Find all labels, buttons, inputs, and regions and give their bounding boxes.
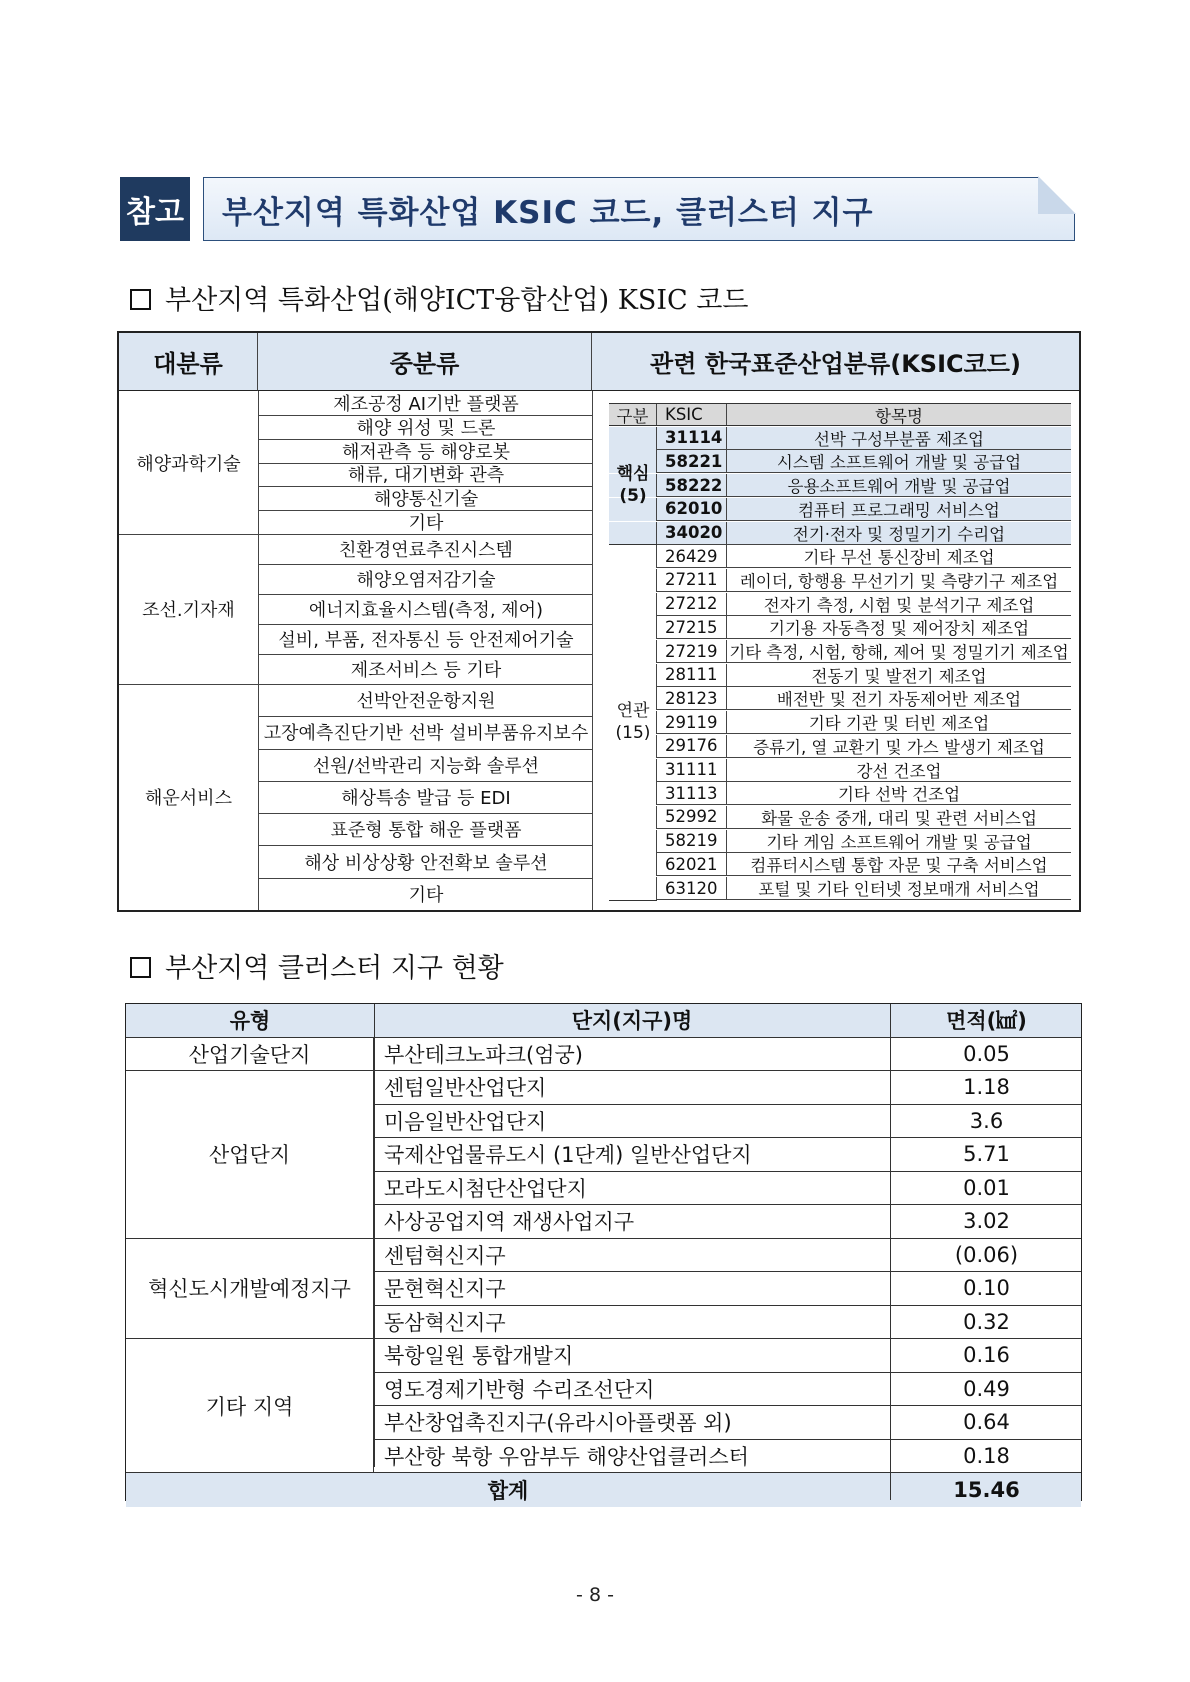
middle-category-item: 설비, 부품, 전자통신 등 안전제어기술 [278, 630, 574, 651]
ksic-industry-name: 기타 무선 통신장비 제조업 [727, 545, 1071, 568]
ksic-subheader-row [609, 403, 1071, 426]
complex-name: 미음일반산업단지 [384, 1109, 547, 1134]
row-divider [258, 781, 592, 782]
complex-name: 사상공업지역 재생사업지구 [384, 1210, 635, 1235]
ksic-industry-name: 배전반 및 전기 자동제어반 제조업 [727, 687, 1071, 710]
middle-category-item: 기타 [408, 884, 444, 906]
row-divider [258, 813, 592, 814]
ksic-row [609, 687, 1071, 710]
complex-area: 0.16 [963, 1343, 1010, 1368]
ksic-industry-name: 기타 게임 소프트웨어 개발 및 공급업 [727, 830, 1071, 853]
complex-name: 동삼혁신지구 [384, 1310, 506, 1335]
ksic-code: 29119 [657, 711, 727, 734]
ksic-table [117, 331, 1081, 912]
ksic-industry-name: 전기·전자 및 정밀기기 수리업 [727, 522, 1071, 545]
row-divider [258, 486, 592, 487]
ksic-code: 62010 [657, 498, 727, 521]
complex-area: 5.71 [963, 1142, 1010, 1167]
col-divider [890, 1004, 891, 1500]
ksic-row [609, 522, 1071, 545]
ksic-row [609, 782, 1071, 805]
complex-name: 부산테크노파크(엄궁) [384, 1042, 583, 1067]
cluster-header-type: 유형 [229, 1009, 271, 1034]
cluster-table [125, 1003, 1082, 1501]
middle-category-item: 친환경연료추진시스템 [339, 540, 513, 561]
ksic-related-label [609, 545, 657, 901]
ksic-row [609, 853, 1071, 876]
ksic-code: 31111 [657, 759, 727, 782]
complex-name: 영도경제기반형 수리조선단지 [384, 1377, 655, 1402]
ksic-industry-name: 기타 기관 및 터빈 제조업 [727, 711, 1071, 734]
cluster-type: 산업기술단지 [126, 1038, 374, 1072]
middle-category-item: 해양통신기술 [373, 489, 479, 511]
major-category: 조선.기자재 [142, 600, 235, 621]
ksic-row [609, 569, 1071, 592]
ksic-row [609, 759, 1071, 782]
cluster-total-row [126, 1473, 1081, 1507]
checkbox-square-icon [130, 289, 151, 310]
ksic-industry-name: 레이더, 항행용 무선기기 및 측량기구 제조업 [727, 569, 1071, 592]
complex-name: 국제산업물류도시 (1단계) 일반산업단지 [384, 1143, 752, 1168]
row-divider [258, 463, 592, 464]
cluster-header-row [126, 1004, 1081, 1038]
ksic-industry-name: 기기용 자동측정 및 제어장치 제조업 [727, 616, 1071, 639]
section1-heading [130, 278, 748, 317]
middle-category-item: 해양 위성 및 드론 [356, 417, 496, 439]
row-divider [258, 878, 592, 879]
middle-category-item: 제조서비스 등 기타 [350, 660, 502, 681]
ksic-industry-name: 화물 운송 중개, 대리 및 관련 서비스업 [727, 806, 1071, 829]
cluster-header-name: 단지(지구)명 [571, 1009, 693, 1034]
page-number: - 8 - [576, 1584, 614, 1606]
ksic-industry-name: 포털 및 기타 인터넷 정보매개 서비스업 [727, 877, 1071, 900]
col-divider [374, 1004, 375, 1467]
complex-area: 1.18 [963, 1075, 1010, 1100]
ksic-industry-name: 선박 구성부분품 제조업 [727, 427, 1071, 450]
ksic-row [609, 640, 1071, 663]
middle-category-item: 제조공정 AI기반 플랫폼 [333, 393, 519, 415]
complex-name: 센텀혁신지구 [384, 1243, 506, 1268]
section1-title: 부산지역 특화산업(해양ICT융합산업) KSIC 코드 [165, 285, 749, 316]
ksic-code: 26429 [657, 545, 727, 568]
complex-area: 0.01 [963, 1175, 1010, 1200]
complex-name: 모라도시첨단산업단지 [384, 1176, 587, 1201]
middle-category-item: 표준형 통합 해운 플랫폼 [330, 820, 522, 842]
ksic-row [609, 427, 1071, 450]
row-divider [258, 564, 592, 565]
row-divider [258, 845, 592, 846]
cluster-type: 산업단지 [126, 1071, 374, 1239]
middle-category-item: 해저관측 등 해양로봇 [342, 441, 510, 463]
complex-name: 북항일원 통합개발지 [384, 1344, 574, 1369]
ksic-code: 28123 [657, 687, 727, 710]
major-category: 해운서비스 [145, 788, 232, 809]
ksic-header-related: 관련 한국표준산업분류(KSIC코드) [592, 333, 1079, 391]
complex-area: 0.18 [963, 1443, 1010, 1468]
complex-area: 3.6 [969, 1108, 1004, 1133]
ksic-subheader-name: 항목명 [875, 406, 923, 426]
ksic-row [609, 474, 1071, 497]
ksic-row [609, 664, 1071, 687]
section2-title: 부산지역 클러스터 지구 현황 [165, 953, 504, 984]
ksic-code: 27211 [657, 569, 727, 592]
total-label: 합계 [487, 1478, 529, 1503]
ksic-code: 27219 [657, 640, 727, 663]
ksic-industry-name: 전동기 및 발전기 제조업 [727, 664, 1071, 687]
middle-category-item: 에너지효율시스템(측정, 제어) [308, 600, 544, 621]
ksic-row [609, 450, 1071, 473]
row-divider [258, 716, 592, 717]
ksic-row [609, 830, 1071, 853]
ksic-industry-name: 강선 건조업 [727, 759, 1071, 782]
ksic-industry-name: 기타 측정, 시험, 항해, 제어 및 정밀기기 제조업 [727, 640, 1071, 663]
complex-area: 0.64 [963, 1410, 1010, 1435]
middle-category-item: 선박안전운항지원 [356, 691, 496, 713]
ksic-core-label [609, 427, 657, 546]
ksic-row [609, 806, 1071, 829]
ksic-code: 28111 [657, 664, 727, 687]
middle-category-item: 해상특송 발급 등 EDI [341, 787, 511, 809]
cluster-type: 혁신도시개발예정지구 [126, 1239, 374, 1340]
row-divider [258, 624, 592, 625]
ksic-code: 52992 [657, 806, 727, 829]
middle-category-item: 고장예측진단기반 선박 설비부품유지보수 [263, 723, 589, 745]
ksic-core-count: (5) [619, 486, 647, 507]
ksic-code: 31113 [657, 782, 727, 805]
complex-area: 3.02 [963, 1209, 1010, 1234]
ksic-code: 31114 [657, 427, 727, 450]
ksic-industry-name: 기타 선박 건조업 [727, 782, 1071, 805]
row-divider [258, 594, 592, 595]
middle-category-item: 해상 비상상황 안전확보 솔루션 [304, 852, 548, 874]
complex-name: 센텀일반산업단지 [384, 1076, 547, 1101]
ksic-code: 34020 [657, 522, 727, 545]
total-area: 15.46 [953, 1477, 1020, 1502]
row-divider [258, 749, 592, 750]
checkbox-square-icon [130, 957, 151, 978]
ksic-row [609, 711, 1071, 734]
ksic-code: 27215 [657, 616, 727, 639]
row-divider [258, 510, 592, 511]
row-divider [258, 439, 592, 440]
ksic-industry-name: 시스템 소프트웨어 개발 및 공급업 [727, 450, 1071, 473]
ksic-industry-name: 컴퓨터시스템 통합 자문 및 구축 서비스업 [727, 853, 1071, 876]
ksic-subheader-code: KSIC [657, 404, 727, 425]
section2-heading [130, 946, 504, 985]
row-divider [258, 654, 592, 655]
complex-name: 부산창업촉진지구(유라시아플랫폼 외) [384, 1411, 732, 1436]
ksic-row [609, 545, 1071, 568]
ksic-code: 58221 [657, 450, 727, 473]
page-title: 부산지역 특화산업 KSIC 코드, 클러스터 지구 [222, 194, 874, 231]
ksic-row [609, 593, 1071, 616]
ksic-industry-name: 증류기, 열 교환기 및 가스 발생기 제조업 [727, 735, 1071, 758]
complex-area: (0.06) [954, 1242, 1019, 1267]
ksic-code: 29176 [657, 735, 727, 758]
ksic-code: 62021 [657, 853, 727, 876]
ksic-code: 63120 [657, 877, 727, 900]
middle-category-item: 해류, 대기변화 관측 [347, 465, 505, 487]
ksic-header-major: 대분류 [119, 333, 258, 391]
complex-area: 0.10 [963, 1276, 1010, 1301]
complex-area: 0.05 [963, 1041, 1010, 1066]
complex-area: 0.32 [963, 1309, 1010, 1334]
major-category: 해양과학기술 [136, 453, 241, 475]
header-title-box [203, 177, 1075, 241]
ksic-industry-name: 전자기 측정, 시험 및 분석기구 제조업 [727, 593, 1071, 616]
ksic-industry-name: 응용소프트웨어 개발 및 공급업 [727, 474, 1071, 497]
ksic-row [609, 735, 1071, 758]
ksic-code: 58219 [657, 830, 727, 853]
cluster-header-area: 면적(㎢) [946, 1009, 1027, 1034]
row-divider [258, 415, 592, 416]
header-badge: 참고 [120, 177, 190, 241]
ksic-core-label-text: 핵심 [616, 463, 650, 484]
ksic-industry-name: 컴퓨터 프로그래밍 서비스업 [727, 498, 1071, 521]
ksic-header-middle: 중분류 [258, 333, 592, 391]
cluster-type: 기타 지역 [126, 1339, 374, 1473]
ksic-row [609, 616, 1071, 639]
ksic-row [609, 877, 1071, 900]
header-fold-decoration [1038, 176, 1076, 214]
middle-category-item: 선원/선박관리 지능화 솔루션 [312, 755, 540, 777]
ksic-code: 27212 [657, 593, 727, 616]
ksic-row [609, 498, 1071, 521]
ksic-related-count: (15) [615, 723, 651, 744]
ksic-subheader-type: 구분 [609, 404, 657, 425]
complex-area: 0.49 [963, 1376, 1010, 1401]
complex-name: 부산항 북항 우암부두 해양산업클러스터 [384, 1444, 749, 1469]
ksic-code: 58222 [657, 474, 727, 497]
complex-name: 문현혁신지구 [384, 1277, 506, 1302]
ksic-related-label-text: 연관 [616, 700, 650, 721]
middle-category-item: 기타 [408, 513, 444, 535]
middle-category-item: 해양오염저감기술 [356, 570, 496, 591]
